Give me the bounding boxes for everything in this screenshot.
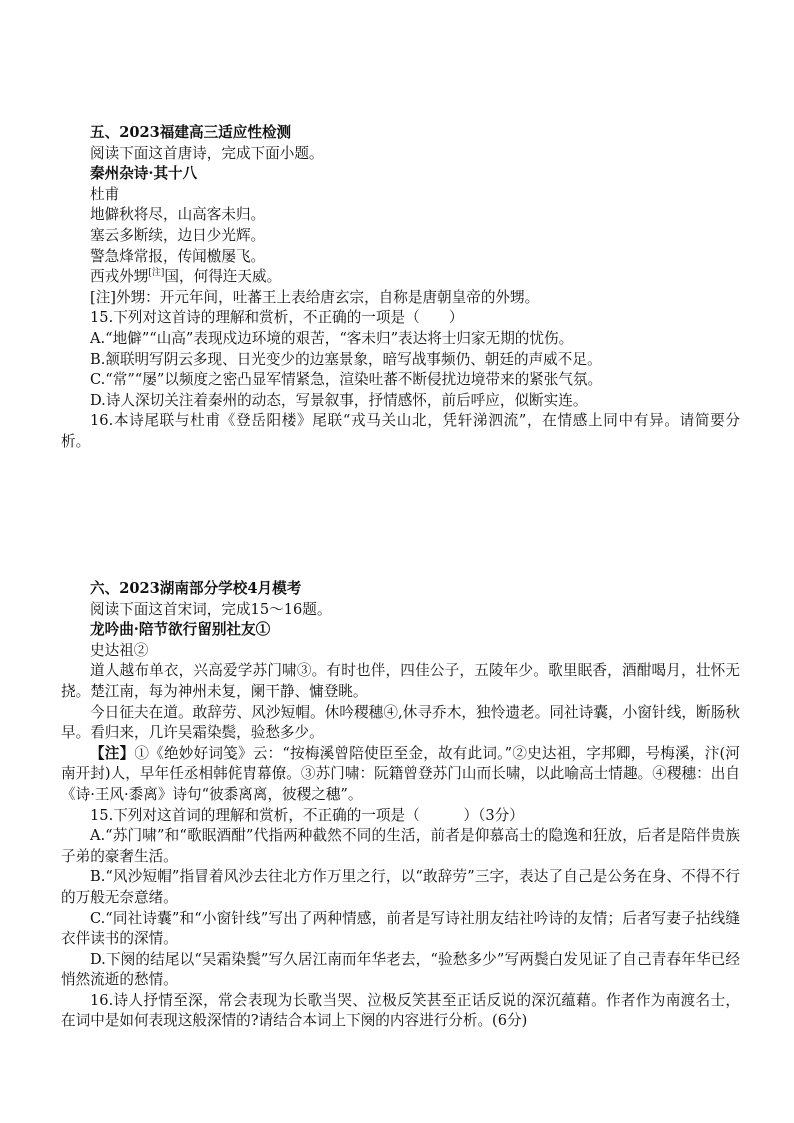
question-15: 15.下列对这首诗的理解和赏析，不正确的一项是（ ） xyxy=(90,309,464,327)
option-d: D.诗人深切关注着秦州的动态，写景叙事，抒情感怀，前后呼应，似断实连。 xyxy=(90,391,588,409)
section-6-instruction: 阅读下面这首宋词，完成15～16题。 xyxy=(90,600,332,618)
section-6 xyxy=(61,579,740,1032)
ci-author: 史达祖② xyxy=(90,641,149,659)
ci-option-b: B.“风沙短帽”指冒着风沙去往北方作万里之行，以“敢辞劳”三字，表达了自己是公务在身、不得不行的万般无奈意绪。 xyxy=(61,868,740,906)
ci-notes xyxy=(61,744,740,806)
ci-option-d: D.下阕的结尾以“吴霜染鬓”写久居江南而年华老去，“验愁多少”写两鬓白发见证了自己青春年华已经悄然流逝的愁情。 xyxy=(61,950,740,989)
ci-title: 龙吟曲·陪节欲行留别社友① xyxy=(90,621,271,639)
question-16: 16.本诗尾联与杜甫《登岳阳楼》尾联“戎马关山北，凭轩涕泗流”，在情感上同中有异。请简要分析。 xyxy=(61,412,740,450)
ci-option-c: C.“同社诗囊”和“小窗针线”写出了两种情感，前者是写诗社朋友结社吟诗的友情；后者写妻子拈线缝衣伴读书的深情。 xyxy=(61,909,740,948)
footnote-marker: [注] xyxy=(148,268,165,279)
question-16-ci: 16.诗人抒情至深，常会表现为长歌当哭、泣极反笑甚至正话反说的深沉蕴藉。作者作为南渡名士，在词中是如何表现这般深情的?请结合本词上下阕的内容进行分析。(6分) xyxy=(61,991,740,1030)
option-a: A.“地僻”“山高”表现戍边环境的艰苦，“客未归”表达将士归家无期的忧伤。 xyxy=(90,329,574,347)
section-5 xyxy=(61,123,740,453)
poem-author: 杜甫 xyxy=(90,185,120,203)
poem-line-4 xyxy=(90,267,740,288)
question-15-ci: 15.下列对这首词的理解和赏析，不正确的一项是（ ）（3分） xyxy=(90,806,524,824)
section-5-heading: 五、2023福建高三适应性检测 xyxy=(90,124,292,141)
ci-option-a: A.“苏门啸”和“歌眠酒酣”代指两种截然不同的生活，前者是仰慕高士的隐逸和狂放，后者是陪伴贵族子弟的豪奢生活。 xyxy=(61,827,740,865)
poem-line-4-post: 国，何得迕天威。 xyxy=(164,268,282,286)
poem-note: [注]外甥：开元年间，吐蕃王上表给唐玄宗，自称是唐朝皇帝的外甥。 xyxy=(90,288,540,306)
ci-paragraph-2: 今日征夫在道。敢辞劳、风沙短帽。休吟稷穗④,休寻乔木，独怜遗老。同社诗囊，小窗针线，断肠秋早。看归来，几许吴霜染鬓，验愁多少。 xyxy=(61,703,740,742)
ci-paragraph-1: 道人越布单衣，兴高爱学苏门啸③。有时也伴，四佳公子，五陵年少。歌里眠香，酒酣喝月，壮怀无挠。楚江南，每为神州未复，阑干静、慵登眺。 xyxy=(61,662,740,700)
poem-title: 秦州杂诗·其十八 xyxy=(90,165,198,183)
option-c: C.“常”“屡”以频度之密凸显军情紧急，渲染吐蕃不断侵扰边境带来的紧张气氛。 xyxy=(90,371,603,389)
poem-line-2: 塞云多断续，边日少光辉。 xyxy=(90,226,266,244)
poem-line-3: 警急烽常报，传闻檄屡飞。 xyxy=(90,247,266,265)
option-b: B.颔联明写阴云多现、日光变少的边塞景象，暗写战事频仍、朝廷的声威不足。 xyxy=(90,350,602,368)
poem-body xyxy=(90,185,740,288)
notes-text: ①《绝妙好词笺》云：“按梅溪曾陪使臣至金，故有此词。”②史达祖，字邦卿，号梅溪，汴(河南开封)人，早年任丞相韩侂胄幕僚。③苏门啸：阮籍曾登苏门山而长啸，以此喻高士情趣。④稷穗：出自《诗·王风·黍离》诗句“彼黍离离，彼稷之穗”。 xyxy=(61,744,740,803)
notes-label: 【注】 xyxy=(90,744,135,762)
poem-line-1: 地僻秋将尽，山高客未归。 xyxy=(90,206,266,224)
section-5-instruction: 阅读下面这首唐诗，完成下面小题。 xyxy=(90,144,324,162)
poem-line-4-pre: 西戎外甥 xyxy=(90,268,149,286)
section-6-heading: 六、2023湖南部分学校4月模考 xyxy=(90,580,302,597)
